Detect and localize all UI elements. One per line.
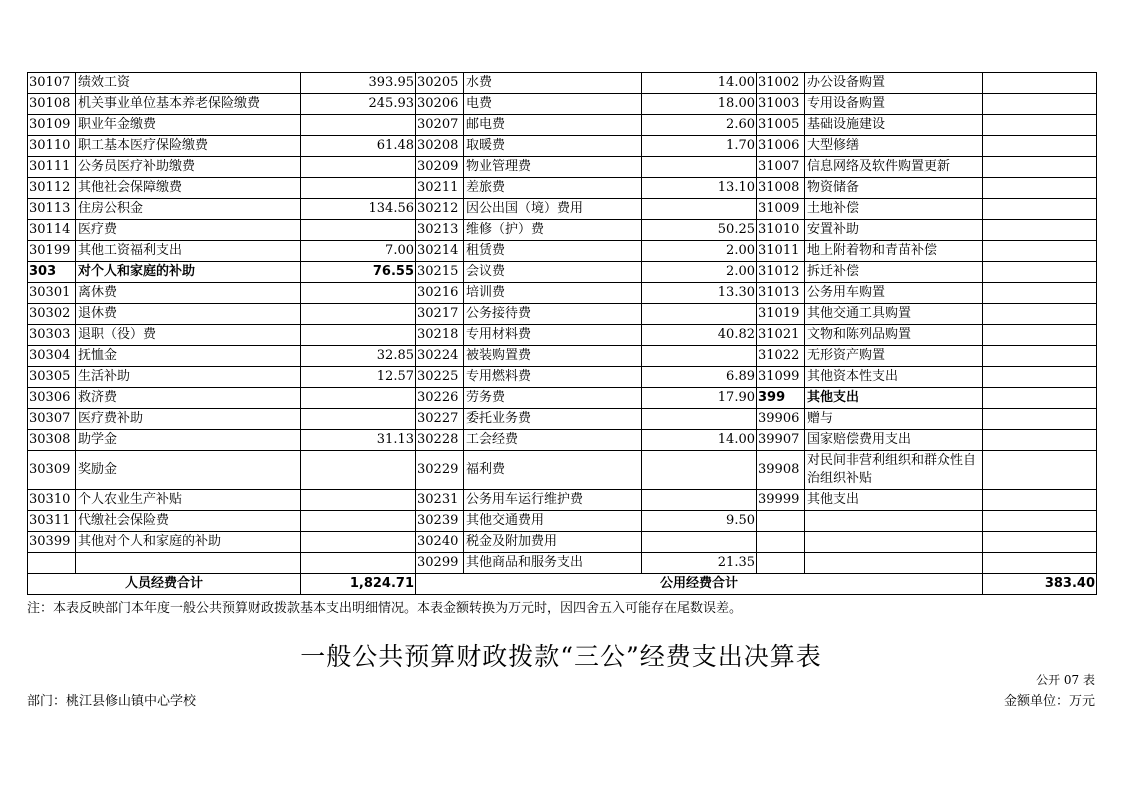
value-cell <box>301 553 416 574</box>
table-row <box>28 157 1097 178</box>
value-cell: 61.48 <box>301 136 416 157</box>
code-cell: 30218 <box>416 325 464 346</box>
name-cell: 取暖费 <box>464 136 642 157</box>
code-cell: 30228 <box>416 430 464 451</box>
value-cell <box>301 178 416 199</box>
code-cell: 30308 <box>28 430 76 451</box>
code-cell: 30199 <box>28 241 76 262</box>
value-cell <box>983 199 1097 220</box>
name-cell: 基础设施建设 <box>805 115 983 136</box>
table-row <box>28 367 1097 388</box>
name-cell <box>805 532 983 553</box>
value-cell: 17.90 <box>642 388 757 409</box>
code-cell: 30217 <box>416 304 464 325</box>
personnel-total-value: 1,824.71 <box>301 574 416 595</box>
name-cell: 租赁费 <box>464 241 642 262</box>
table-row <box>28 73 1097 94</box>
name-cell <box>76 553 301 574</box>
value-cell <box>983 73 1097 94</box>
value-cell <box>301 115 416 136</box>
table-body <box>28 73 1097 574</box>
code-cell: 30111 <box>28 157 76 178</box>
value-cell <box>983 115 1097 136</box>
name-cell: 其他商品和服务支出 <box>464 553 642 574</box>
table-row <box>28 490 1097 511</box>
name-cell: 被装购置费 <box>464 346 642 367</box>
name-cell: 其他支出 <box>805 388 983 409</box>
code-cell: 30213 <box>416 220 464 241</box>
value-cell <box>642 346 757 367</box>
code-cell: 30112 <box>28 178 76 199</box>
table-row <box>28 94 1097 115</box>
name-cell: 其他社会保障缴费 <box>76 178 301 199</box>
value-cell: 9.50 <box>642 511 757 532</box>
name-cell: 办公设备购置 <box>805 73 983 94</box>
value-cell: 50.25 <box>642 220 757 241</box>
personnel-total-label: 人员经费合计 <box>28 574 301 595</box>
code-cell: 30304 <box>28 346 76 367</box>
name-cell: 公务接待费 <box>464 304 642 325</box>
name-cell: 助学金 <box>76 430 301 451</box>
value-cell <box>983 553 1097 574</box>
value-cell: 393.95 <box>301 73 416 94</box>
code-cell: 30208 <box>416 136 464 157</box>
code-cell: 30227 <box>416 409 464 430</box>
code-cell: 31012 <box>757 262 805 283</box>
code-cell: 30302 <box>28 304 76 325</box>
value-cell: 245.93 <box>301 94 416 115</box>
table-row <box>28 388 1097 409</box>
value-cell <box>983 367 1097 388</box>
name-cell: 差旅费 <box>464 178 642 199</box>
name-cell: 土地补偿 <box>805 199 983 220</box>
value-cell <box>301 388 416 409</box>
name-cell: 职工基本医疗保险缴费 <box>76 136 301 157</box>
code-cell <box>757 553 805 574</box>
code-cell <box>757 511 805 532</box>
value-cell <box>983 430 1097 451</box>
code-cell: 30212 <box>416 199 464 220</box>
name-cell: 工会经费 <box>464 430 642 451</box>
table-row <box>28 511 1097 532</box>
value-cell <box>983 220 1097 241</box>
value-cell: 7.00 <box>301 241 416 262</box>
table-note: 注：本表反映部门本年度一般公共预算财政拨款基本支出明细情况。本表金额转换为万元时，因四舍五入可能存在尾数误差。 <box>27 601 743 616</box>
name-cell: 救济费 <box>76 388 301 409</box>
value-cell <box>983 511 1097 532</box>
next-table-title: 一般公共预算财政拨款“三公”经费支出决算表 <box>300 642 822 671</box>
code-cell: 30107 <box>28 73 76 94</box>
name-cell: 其他支出 <box>805 490 983 511</box>
name-cell: 代缴社会保险费 <box>76 511 301 532</box>
value-cell <box>301 325 416 346</box>
code-cell: 30225 <box>416 367 464 388</box>
public-total-value: 383.40 <box>983 574 1097 595</box>
value-cell: 6.89 <box>642 367 757 388</box>
code-cell: 31006 <box>757 136 805 157</box>
code-cell: 31005 <box>757 115 805 136</box>
value-cell <box>301 532 416 553</box>
table-row <box>28 325 1097 346</box>
name-cell: 离休费 <box>76 283 301 304</box>
table-row <box>28 199 1097 220</box>
code-cell: 30229 <box>416 451 464 490</box>
code-cell: 39999 <box>757 490 805 511</box>
value-cell <box>983 304 1097 325</box>
name-cell: 退职（役）费 <box>76 325 301 346</box>
code-cell: 30310 <box>28 490 76 511</box>
code-cell: 30305 <box>28 367 76 388</box>
value-cell <box>301 511 416 532</box>
name-cell <box>805 553 983 574</box>
name-cell: 公务用车购置 <box>805 283 983 304</box>
name-cell: 大型修缮 <box>805 136 983 157</box>
value-cell: 18.00 <box>642 94 757 115</box>
totals-row <box>28 574 1097 595</box>
name-cell: 税金及附加费用 <box>464 532 642 553</box>
code-cell: 30108 <box>28 94 76 115</box>
value-cell: 31.13 <box>301 430 416 451</box>
code-cell: 30231 <box>416 490 464 511</box>
name-cell: 退休费 <box>76 304 301 325</box>
name-cell: 机关事业单位基本养老保险缴费 <box>76 94 301 115</box>
value-cell <box>301 490 416 511</box>
code-cell: 30311 <box>28 511 76 532</box>
name-cell: 专用设备购置 <box>805 94 983 115</box>
value-cell <box>642 199 757 220</box>
name-cell: 对个人和家庭的补助 <box>76 262 301 283</box>
table-row <box>28 283 1097 304</box>
code-cell: 31008 <box>757 178 805 199</box>
table-row <box>28 178 1097 199</box>
value-cell: 2.00 <box>642 262 757 283</box>
value-cell: 21.35 <box>642 553 757 574</box>
name-cell: 信息网络及软件购置更新 <box>805 157 983 178</box>
code-cell: 30239 <box>416 511 464 532</box>
name-cell: 个人农业生产补贴 <box>76 490 301 511</box>
value-cell: 2.00 <box>642 241 757 262</box>
name-cell: 邮电费 <box>464 115 642 136</box>
name-cell: 其他资本性支出 <box>805 367 983 388</box>
table-row <box>28 346 1097 367</box>
code-cell: 30307 <box>28 409 76 430</box>
code-cell: 30224 <box>416 346 464 367</box>
name-cell: 专用燃料费 <box>464 367 642 388</box>
name-cell: 抚恤金 <box>76 346 301 367</box>
table-row <box>28 304 1097 325</box>
value-cell <box>983 532 1097 553</box>
value-cell <box>983 136 1097 157</box>
code-cell: 31003 <box>757 94 805 115</box>
expenditure-detail-table <box>27 72 1097 595</box>
value-cell: 13.30 <box>642 283 757 304</box>
table-row <box>28 262 1097 283</box>
name-cell: 赠与 <box>805 409 983 430</box>
value-cell <box>983 490 1097 511</box>
name-cell: 福利费 <box>464 451 642 490</box>
name-cell: 物资储备 <box>805 178 983 199</box>
code-cell: 30299 <box>416 553 464 574</box>
name-cell: 文物和陈列品购置 <box>805 325 983 346</box>
code-cell: 30309 <box>28 451 76 490</box>
name-cell: 职业年金缴费 <box>76 115 301 136</box>
value-cell <box>983 283 1097 304</box>
table-row <box>28 430 1097 451</box>
amount-unit-label: 金额单位：万元 <box>1003 694 1095 709</box>
table-row <box>28 241 1097 262</box>
name-cell: 会议费 <box>464 262 642 283</box>
value-cell <box>301 451 416 490</box>
value-cell: 134.56 <box>301 199 416 220</box>
code-cell: 30215 <box>416 262 464 283</box>
code-cell: 30226 <box>416 388 464 409</box>
value-cell: 14.00 <box>642 73 757 94</box>
code-cell: 303 <box>28 262 76 283</box>
value-cell <box>983 451 1097 490</box>
code-cell: 30110 <box>28 136 76 157</box>
name-cell: 其他对个人和家庭的补助 <box>76 532 301 553</box>
code-cell <box>757 532 805 553</box>
value-cell <box>301 157 416 178</box>
public-total-label: 公用经费合计 <box>416 574 983 595</box>
form-number: 公开 07 表 <box>1036 673 1095 687</box>
name-cell: 公务员医疗补助缴费 <box>76 157 301 178</box>
table-row <box>28 220 1097 241</box>
table-row <box>28 532 1097 553</box>
value-cell: 40.82 <box>642 325 757 346</box>
table-row <box>28 115 1097 136</box>
table-row <box>28 451 1097 490</box>
name-cell: 因公出国（境）费用 <box>464 199 642 220</box>
code-cell: 30205 <box>416 73 464 94</box>
code-cell: 39907 <box>757 430 805 451</box>
code-cell: 30207 <box>416 115 464 136</box>
code-cell: 31021 <box>757 325 805 346</box>
code-cell: 30216 <box>416 283 464 304</box>
value-cell <box>983 388 1097 409</box>
name-cell: 劳务费 <box>464 388 642 409</box>
code-cell: 30240 <box>416 532 464 553</box>
name-cell: 电费 <box>464 94 642 115</box>
table-row <box>28 553 1097 574</box>
name-cell: 安置补助 <box>805 220 983 241</box>
name-cell <box>805 511 983 532</box>
name-cell: 绩效工资 <box>76 73 301 94</box>
name-cell: 维修（护）费 <box>464 220 642 241</box>
code-cell: 31011 <box>757 241 805 262</box>
value-cell <box>642 490 757 511</box>
value-cell <box>301 220 416 241</box>
code-cell: 399 <box>757 388 805 409</box>
value-cell: 14.00 <box>642 430 757 451</box>
name-cell: 地上附着物和青苗补偿 <box>805 241 983 262</box>
name-cell: 生活补助 <box>76 367 301 388</box>
code-cell: 31009 <box>757 199 805 220</box>
code-cell: 31002 <box>757 73 805 94</box>
code-cell: 30301 <box>28 283 76 304</box>
name-cell: 住房公积金 <box>76 199 301 220</box>
code-cell: 30303 <box>28 325 76 346</box>
code-cell: 31010 <box>757 220 805 241</box>
value-cell <box>983 409 1097 430</box>
table-row <box>28 409 1097 430</box>
value-cell <box>301 283 416 304</box>
value-cell <box>642 409 757 430</box>
value-cell <box>983 157 1097 178</box>
code-cell: 30109 <box>28 115 76 136</box>
value-cell <box>983 262 1097 283</box>
name-cell: 其他交通工具购置 <box>805 304 983 325</box>
name-cell: 其他工资福利支出 <box>76 241 301 262</box>
name-cell: 委托业务费 <box>464 409 642 430</box>
code-cell: 30214 <box>416 241 464 262</box>
name-cell: 无形资产购置 <box>805 346 983 367</box>
value-cell <box>642 532 757 553</box>
code-cell: 30211 <box>416 178 464 199</box>
table-row <box>28 136 1097 157</box>
code-cell: 31019 <box>757 304 805 325</box>
name-cell: 物业管理费 <box>464 157 642 178</box>
code-cell: 31099 <box>757 367 805 388</box>
value-cell: 13.10 <box>642 178 757 199</box>
name-cell: 公务用车运行维护费 <box>464 490 642 511</box>
name-cell: 国家赔偿费用支出 <box>805 430 983 451</box>
value-cell <box>983 325 1097 346</box>
code-cell: 31022 <box>757 346 805 367</box>
code-cell: 31013 <box>757 283 805 304</box>
value-cell <box>301 409 416 430</box>
value-cell: 32.85 <box>301 346 416 367</box>
name-cell: 专用材料费 <box>464 325 642 346</box>
code-cell <box>28 553 76 574</box>
name-cell: 其他交通费用 <box>464 511 642 532</box>
value-cell <box>642 451 757 490</box>
value-cell <box>983 178 1097 199</box>
name-cell: 医疗费补助 <box>76 409 301 430</box>
name-cell: 医疗费 <box>76 220 301 241</box>
value-cell: 2.60 <box>642 115 757 136</box>
value-cell <box>642 157 757 178</box>
code-cell: 30206 <box>416 94 464 115</box>
name-cell: 奖励金 <box>76 451 301 490</box>
code-cell: 30399 <box>28 532 76 553</box>
value-cell <box>301 304 416 325</box>
code-cell: 30113 <box>28 199 76 220</box>
code-cell: 30306 <box>28 388 76 409</box>
name-cell: 水费 <box>464 73 642 94</box>
value-cell: 76.55 <box>301 262 416 283</box>
value-cell: 1.70 <box>642 136 757 157</box>
code-cell: 30114 <box>28 220 76 241</box>
name-cell: 对民间非营利组织和群众性自治组织补贴 <box>805 451 983 490</box>
name-cell: 培训费 <box>464 283 642 304</box>
code-cell: 31007 <box>757 157 805 178</box>
value-cell: 12.57 <box>301 367 416 388</box>
code-cell: 39906 <box>757 409 805 430</box>
value-cell <box>983 94 1097 115</box>
name-cell: 拆迁补偿 <box>805 262 983 283</box>
code-cell: 39908 <box>757 451 805 490</box>
value-cell <box>983 241 1097 262</box>
department-label: 部门：桃江县修山镇中心学校 <box>27 694 197 709</box>
code-cell: 30209 <box>416 157 464 178</box>
value-cell <box>642 304 757 325</box>
value-cell <box>983 346 1097 367</box>
